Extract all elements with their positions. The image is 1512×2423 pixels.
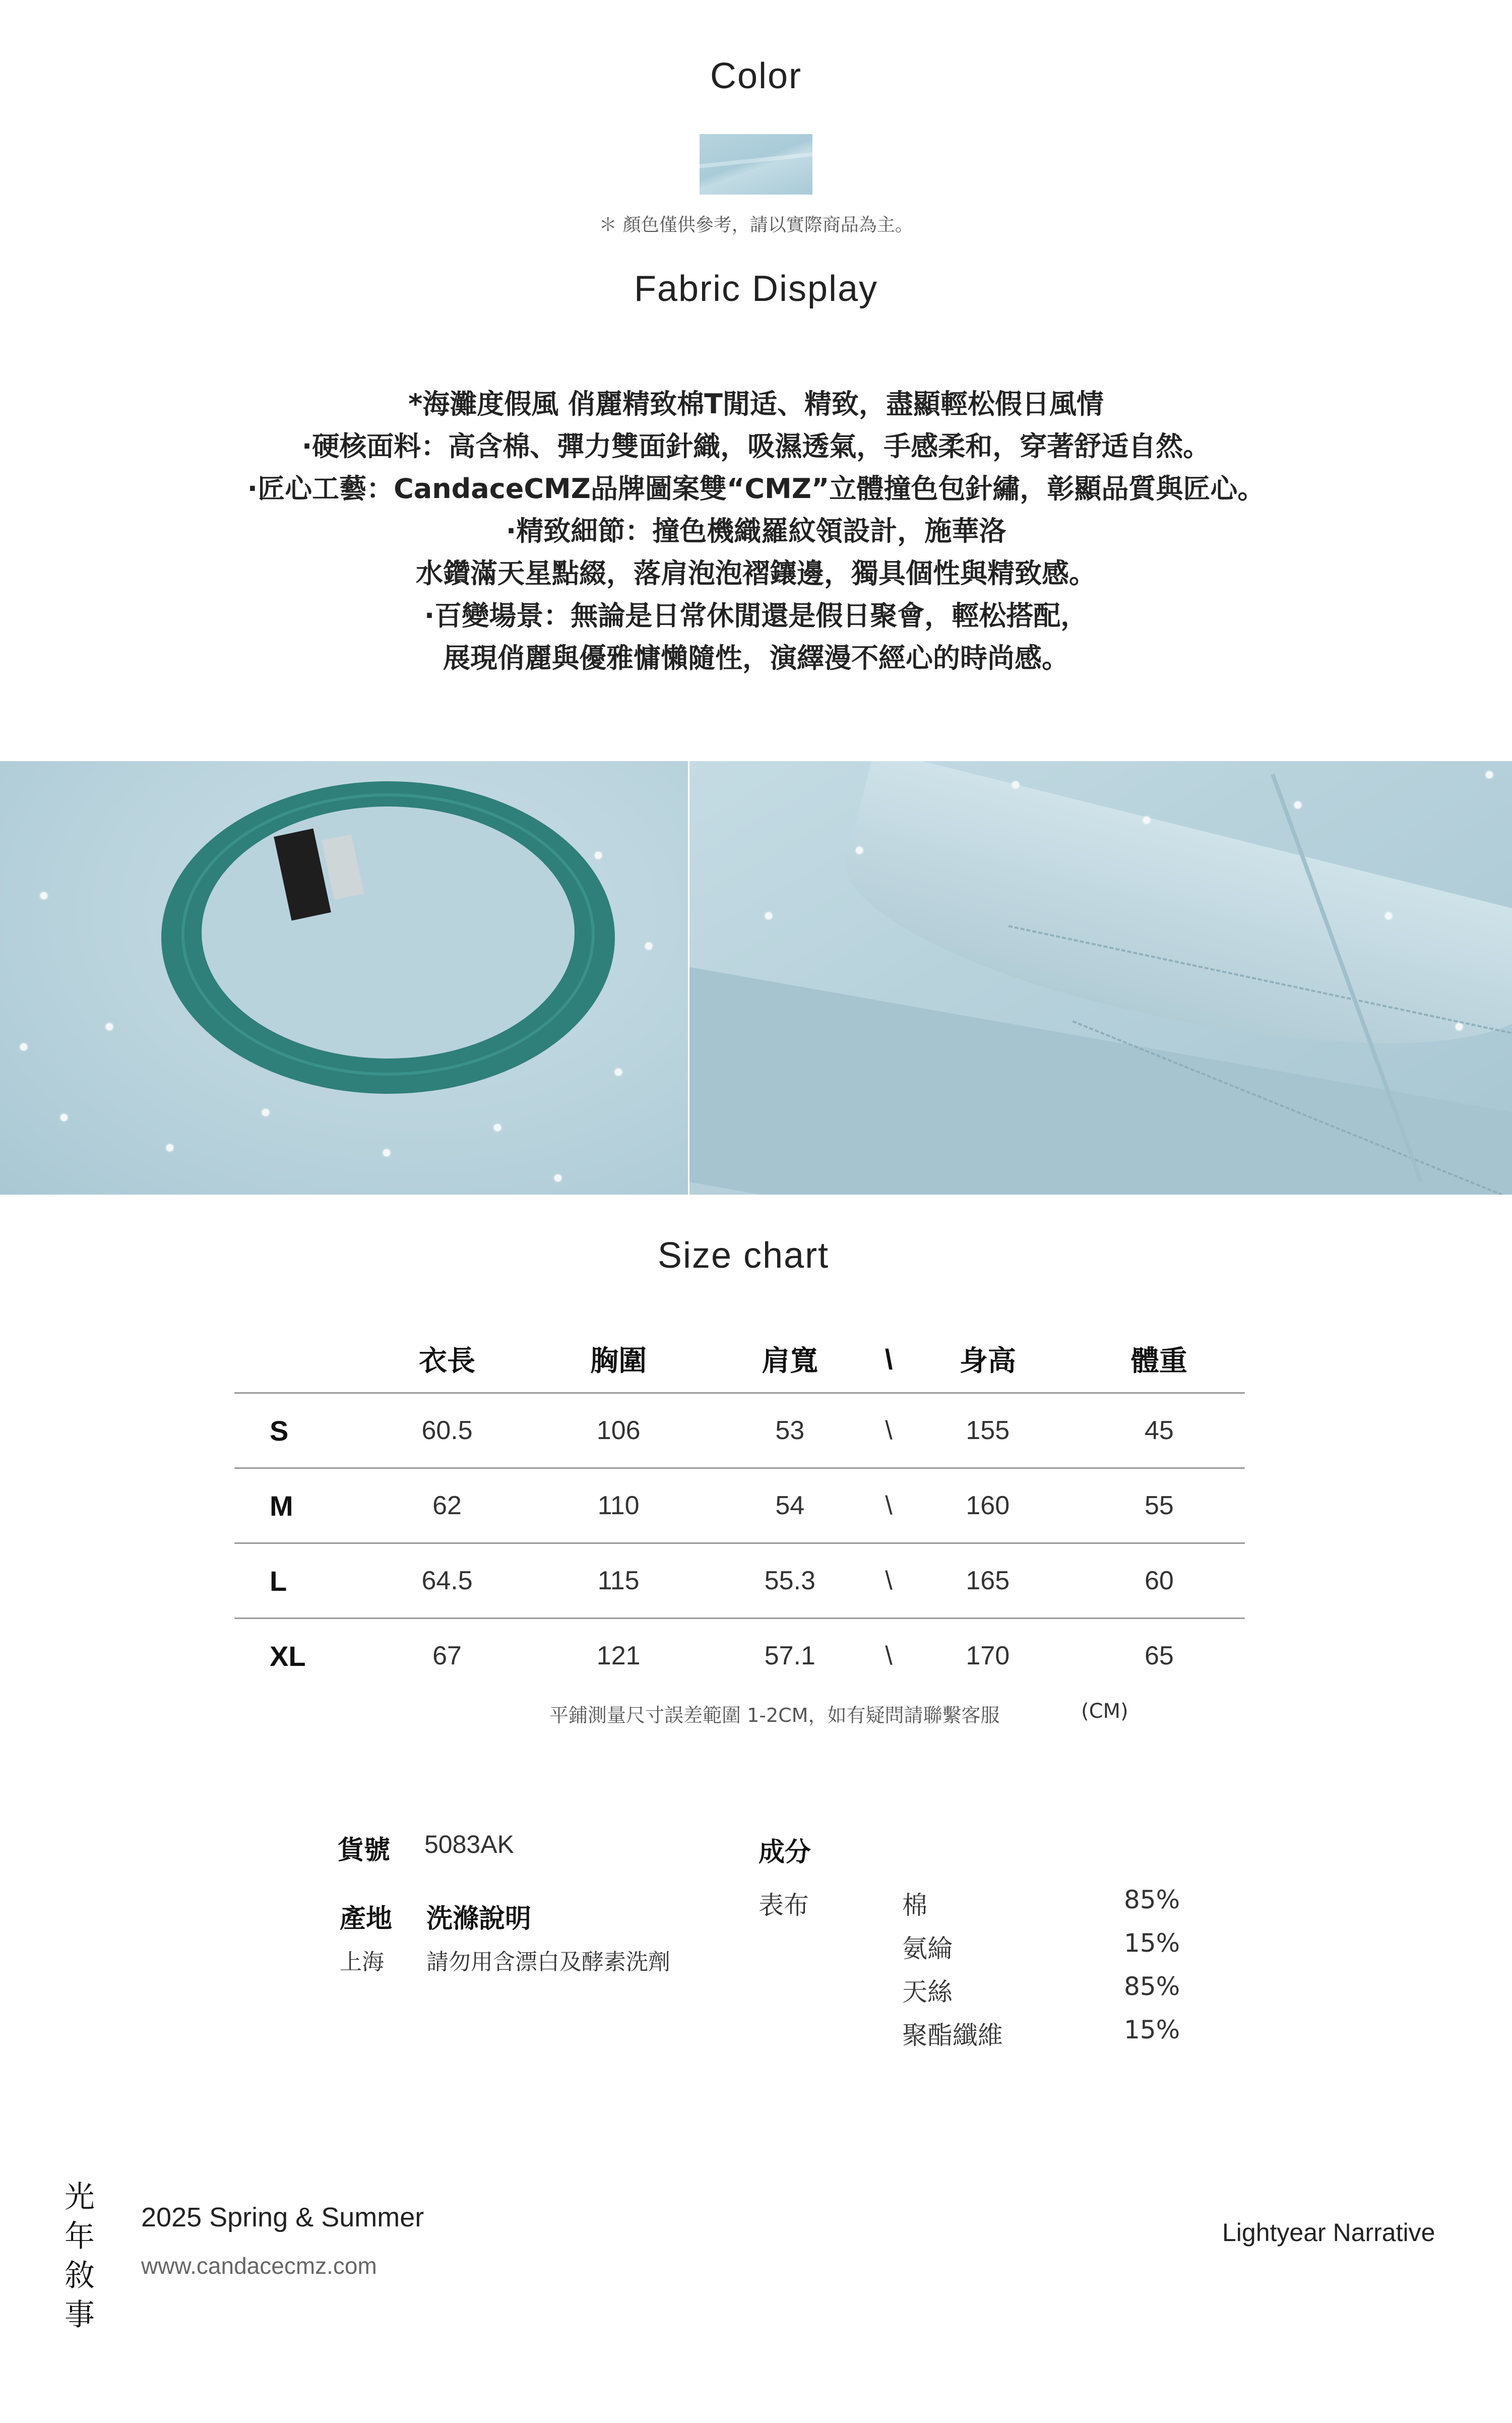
origin-value: 上海 — [340, 1949, 384, 1975]
material-percent: 15% — [1124, 1929, 1180, 1958]
logo-char: 敘 — [65, 2258, 95, 2293]
size-cell: 60.5 — [361, 1393, 533, 1468]
rhinestone-dot — [1486, 771, 1493, 778]
sku-label: 貨號 — [338, 1835, 391, 1866]
measurement-note: 平鋪測量尺寸誤差範圍 1-2CM，如有疑問請聯繫客服 — [549, 1704, 1000, 1726]
logo-char: 年 — [65, 2219, 95, 2254]
size-header: 體重 — [1130, 1345, 1187, 1377]
size-table — [234, 1326, 1245, 1693]
size-header: 肩寬 — [762, 1345, 818, 1377]
fabric-description — [0, 383, 1512, 679]
size-cell: \ — [875, 1468, 902, 1543]
size-cell: 62 — [361, 1468, 533, 1543]
size-cell: 60 — [1074, 1543, 1245, 1619]
rhinestone-dot — [166, 1144, 173, 1151]
rhinestone-dot — [20, 1043, 27, 1050]
website-link[interactable]: www.candacecmz.com — [141, 2253, 377, 2279]
fabric-line: 展現俏麗與優雅慵懶隨性，演繹漫不經心的時尚感。 — [443, 642, 1069, 674]
size-cell: 121 — [533, 1619, 704, 1693]
rhinestone-dot — [595, 852, 602, 859]
footer-vertical-logo — [65, 2178, 95, 2335]
fabric-line: ·匠心工藝：CandaceCMZ品牌圖案雙“CMZ”立體撞色包針繡，彰顯品質與匠心。 — [247, 473, 1265, 505]
table-row — [234, 1393, 1245, 1468]
collar-detail-photo — [0, 761, 688, 1195]
rhinestone-dot — [1143, 817, 1150, 824]
size-cell: \ — [875, 1543, 902, 1619]
rhinestone-dot — [106, 1023, 113, 1030]
size-cell: 53 — [704, 1393, 875, 1468]
size-cell: 65 — [1074, 1619, 1245, 1693]
fabric-line: ·百變場景：無論是日常休閒還是假日聚會，輕松搭配， — [424, 600, 1088, 632]
fabric-line: *海灘度假風 俏麗精致棉T閒适、精致，盡顯輕松假日風情 — [408, 388, 1104, 420]
size-header: \ — [885, 1343, 893, 1375]
rhinestone-dot — [554, 1174, 561, 1182]
rhinestone-dot — [1294, 801, 1301, 809]
size-cell: 110 — [533, 1468, 704, 1543]
size-cell: 165 — [902, 1543, 1074, 1619]
fabric-line: ·硬核面料：高含棉、彈力雙面針織，吸濕透氣，手感柔和，穿著舒适自然。 — [301, 430, 1211, 462]
size-chart-title: Size chart — [657, 1235, 830, 1276]
size-label: XL — [234, 1619, 361, 1693]
size-cell: 170 — [902, 1619, 1074, 1693]
size-label: L — [234, 1543, 361, 1619]
table-row — [234, 1543, 1245, 1619]
rhinestone-dot — [645, 943, 652, 950]
table-row — [234, 1619, 1245, 1693]
rhinestone-dot — [1012, 781, 1019, 788]
color-note: ＊ 顏色僅供參考，請以實際商品為主。 — [599, 215, 913, 235]
material-percent: 15% — [1124, 2015, 1180, 2044]
table-row — [234, 1468, 1245, 1543]
size-cell: 155 — [902, 1393, 1074, 1468]
size-cell: 106 — [533, 1393, 704, 1468]
size-cell: 45 — [1074, 1393, 1245, 1468]
sleeve-detail-photo — [689, 761, 1512, 1195]
size-header-blank — [234, 1326, 361, 1393]
size-cell: 54 — [704, 1468, 875, 1543]
size-header: 胸圍 — [590, 1345, 647, 1377]
material-percent: 85% — [1124, 1885, 1180, 1914]
size-cell: 55.3 — [704, 1543, 875, 1619]
size-cell: 115 — [533, 1543, 704, 1619]
size-label: S — [234, 1393, 361, 1468]
rhinestone-dot — [262, 1109, 269, 1116]
composition-part: 表布 — [759, 1891, 809, 1920]
fabric-line: 水鑽滿天星點綴，落肩泡泡褶鑲邊，獨具個性與精致感。 — [416, 557, 1096, 589]
material-name: 棉 — [902, 1891, 927, 1920]
rhinestone-dot — [615, 1069, 622, 1076]
size-header: 身高 — [959, 1345, 1016, 1377]
rhinestone-dot — [40, 892, 47, 899]
size-cell: 64.5 — [361, 1543, 533, 1619]
rhinestone-dot — [1456, 1023, 1463, 1030]
color-swatch[interactable] — [700, 134, 812, 195]
fabric-line: ·精致細節：撞色機織羅紋領設計，施華洛 — [506, 515, 1006, 547]
size-table-header-row — [234, 1326, 1245, 1393]
size-header: 衣長 — [419, 1345, 476, 1377]
origin-label: 產地 — [340, 1904, 393, 1934]
rhinestone-dot — [1385, 912, 1392, 919]
size-cell: 55 — [1074, 1468, 1245, 1543]
sku-value: 5083AK — [424, 1830, 514, 1858]
rhinestone-dot — [383, 1149, 390, 1156]
composition-label: 成分 — [759, 1837, 811, 1868]
material-name: 聚酯纖維 — [902, 2021, 1003, 2050]
rhinestone-dot — [765, 912, 772, 919]
wash-label: 洗滌說明 — [426, 1904, 532, 1934]
fabric-title: Fabric Display — [634, 269, 878, 309]
size-cell: 67 — [361, 1619, 533, 1693]
season-text: 2025 Spring & Summer — [141, 2202, 424, 2232]
measurement-unit: (CM) — [1081, 1700, 1128, 1723]
wash-value: 請勿用含漂白及酵素洗劑 — [426, 1949, 670, 1975]
size-label: M — [234, 1468, 361, 1543]
logo-char: 光 — [65, 2180, 95, 2215]
size-cell: 160 — [902, 1468, 1074, 1543]
collar-inner — [202, 806, 575, 1059]
brand-tagline: Lightyear Narrative — [1222, 2218, 1435, 2247]
rhinestone-dot — [856, 847, 863, 854]
size-cell: \ — [875, 1393, 902, 1468]
material-percent: 85% — [1124, 1972, 1180, 2001]
size-cell: \ — [875, 1619, 902, 1693]
rhinestone-dot — [60, 1114, 68, 1121]
rhinestone-dot — [494, 1124, 501, 1131]
color-title: Color — [710, 56, 802, 96]
logo-char: 事 — [65, 2297, 95, 2333]
size-cell: 57.1 — [704, 1619, 875, 1693]
material-name: 天絲 — [902, 1977, 953, 2007]
material-name: 氨綸 — [902, 1934, 953, 1963]
